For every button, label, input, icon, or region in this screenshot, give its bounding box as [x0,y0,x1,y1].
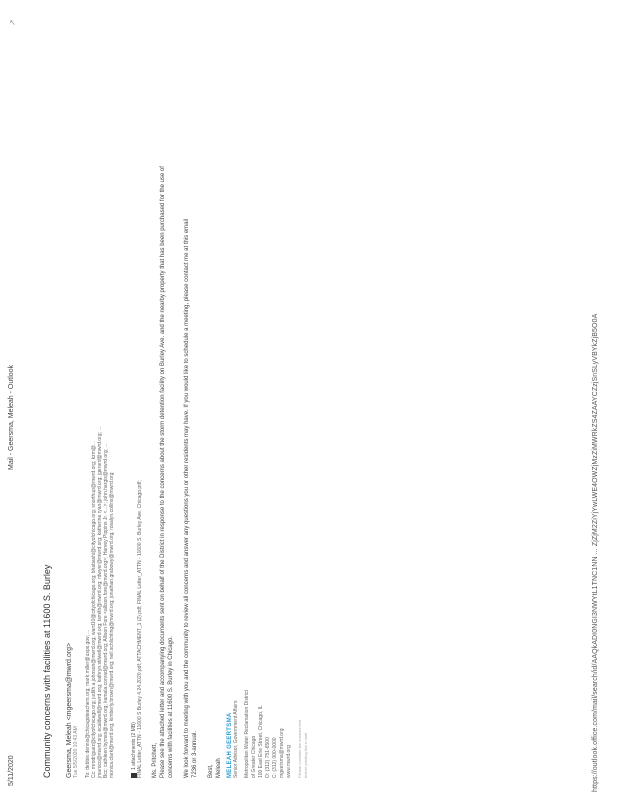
email-body [42,78,309,778]
signature-line: Metropolitan Water Reclamation District [244,690,250,778]
signature-line: O: (312) 751-6500 [265,737,271,778]
recipient-line[interactable]: monica.clark@mwrd.org; kimberly.brown@mwrd.org; neil.schlichting@mwrd.org; jonathan.grabowy@mwrd.org; rosalyn.collins@mwrd.org [109,472,115,778]
greeting: Ms. Pritchett, [152,742,158,778]
signature-line: 100 East Erie Street, Chicago, IL [258,705,264,778]
sent-date: Tue 5/5/2020 10:43 AM [73,726,79,778]
recipients [85,78,115,778]
recipient-line[interactable]: Cc: mrodriguez@cityofchicago.org; judith.a.johnson@mwrd.org; ward10@cityofchicago.org; bhabashi@cityofchicago.org; snorthup@mwrd.org; kzm@... [91,441,97,778]
print-date: 5/11/2020 [8,755,15,786]
signature-line: of Greater Chicago [251,735,257,778]
sender[interactable]: Geersma, Meleah <mgeersma@mwrd.org> [66,642,73,778]
recipient-line[interactable]: Bcc: cathleen.byrnes@mwrd.org; kamala.conrad@mwrd.org; Allison Fore <allison.fore@mwrd.org>; Harvey Pippins Jr. <...>; john.hargis@mwrd.org; ... [103,443,109,778]
page-url[interactable]: https://outlook.office.com/mail/search/id/AAQkADI0NGI3NWYtL1TNC1NN ... ZjZjM2ZiYjYwLWE4OWZjMzZiMWRkZS4ZAAYCZzjSnSLyVBYkZjB5O0A [592,313,599,792]
body-line: Please see the attached letter and accompanying documents sent on behalf of the District in response to the concerns about the storm detention facility on Burley Ave. and the nearby property that has been purchased for the use of [160,166,166,778]
attachment-file[interactable]: FINAL Letter_ATTN - 11600 S Burley 4.24.2020.pdf; ATTACHMENT_1 (2).pdf; FINAL Letter_ATTN - 11600 S. Burley Ave. Chicago.pdf; [137,480,143,778]
window-title: Mail - Geersma, Meleah - Outlook [8,364,15,470]
signature-note: Please consider the environment [297,719,302,778]
closing-name: Meleah [216,758,222,778]
signature-email[interactable]: mgeersma@mwrd.org [279,728,285,778]
external-link-icon: ↗ [8,19,17,26]
body-line: We look forward to meeting with you and the community to review all concerns and answer any questions you or other residents may have. If you would like to schedule a meeting, please contact me at this email [184,218,190,778]
signature-note: before printing this e-mail. [303,731,308,778]
closing: Best, [208,764,214,778]
attachment-label: 1 attachments (2 MB) [131,722,137,770]
recipient-line[interactable]: jmaroco@mwrd.org; ecaldwell@mwrd.org; kathryn.stilwell@mwrd.org; tsmith@mwrd.org; rdwyer@mwrd.org; katherine.ryan@mwrd.org; jgerard@mwrd.org; ... [97,426,103,778]
signature-title: Senior Advisor, Government Affairs [233,700,239,778]
email-subject: Community concerns with facilities at 11600 S. Burley [42,564,52,778]
signature-website[interactable]: www.mwrd.org [286,745,292,778]
recipient-line[interactable]: To: debbie.dennis@chicagoteachers.org; mark.miller@usps.gov; ... [85,629,91,778]
body-line: 7236 or 3-annual. [192,730,198,778]
body-line: concerns with facilities at 11600 S. Burley in Chicago. [168,636,174,778]
signature-name: MELEAH GEERTSMA [227,712,233,778]
signature-line: C: (312) 000-0000 [272,737,278,778]
